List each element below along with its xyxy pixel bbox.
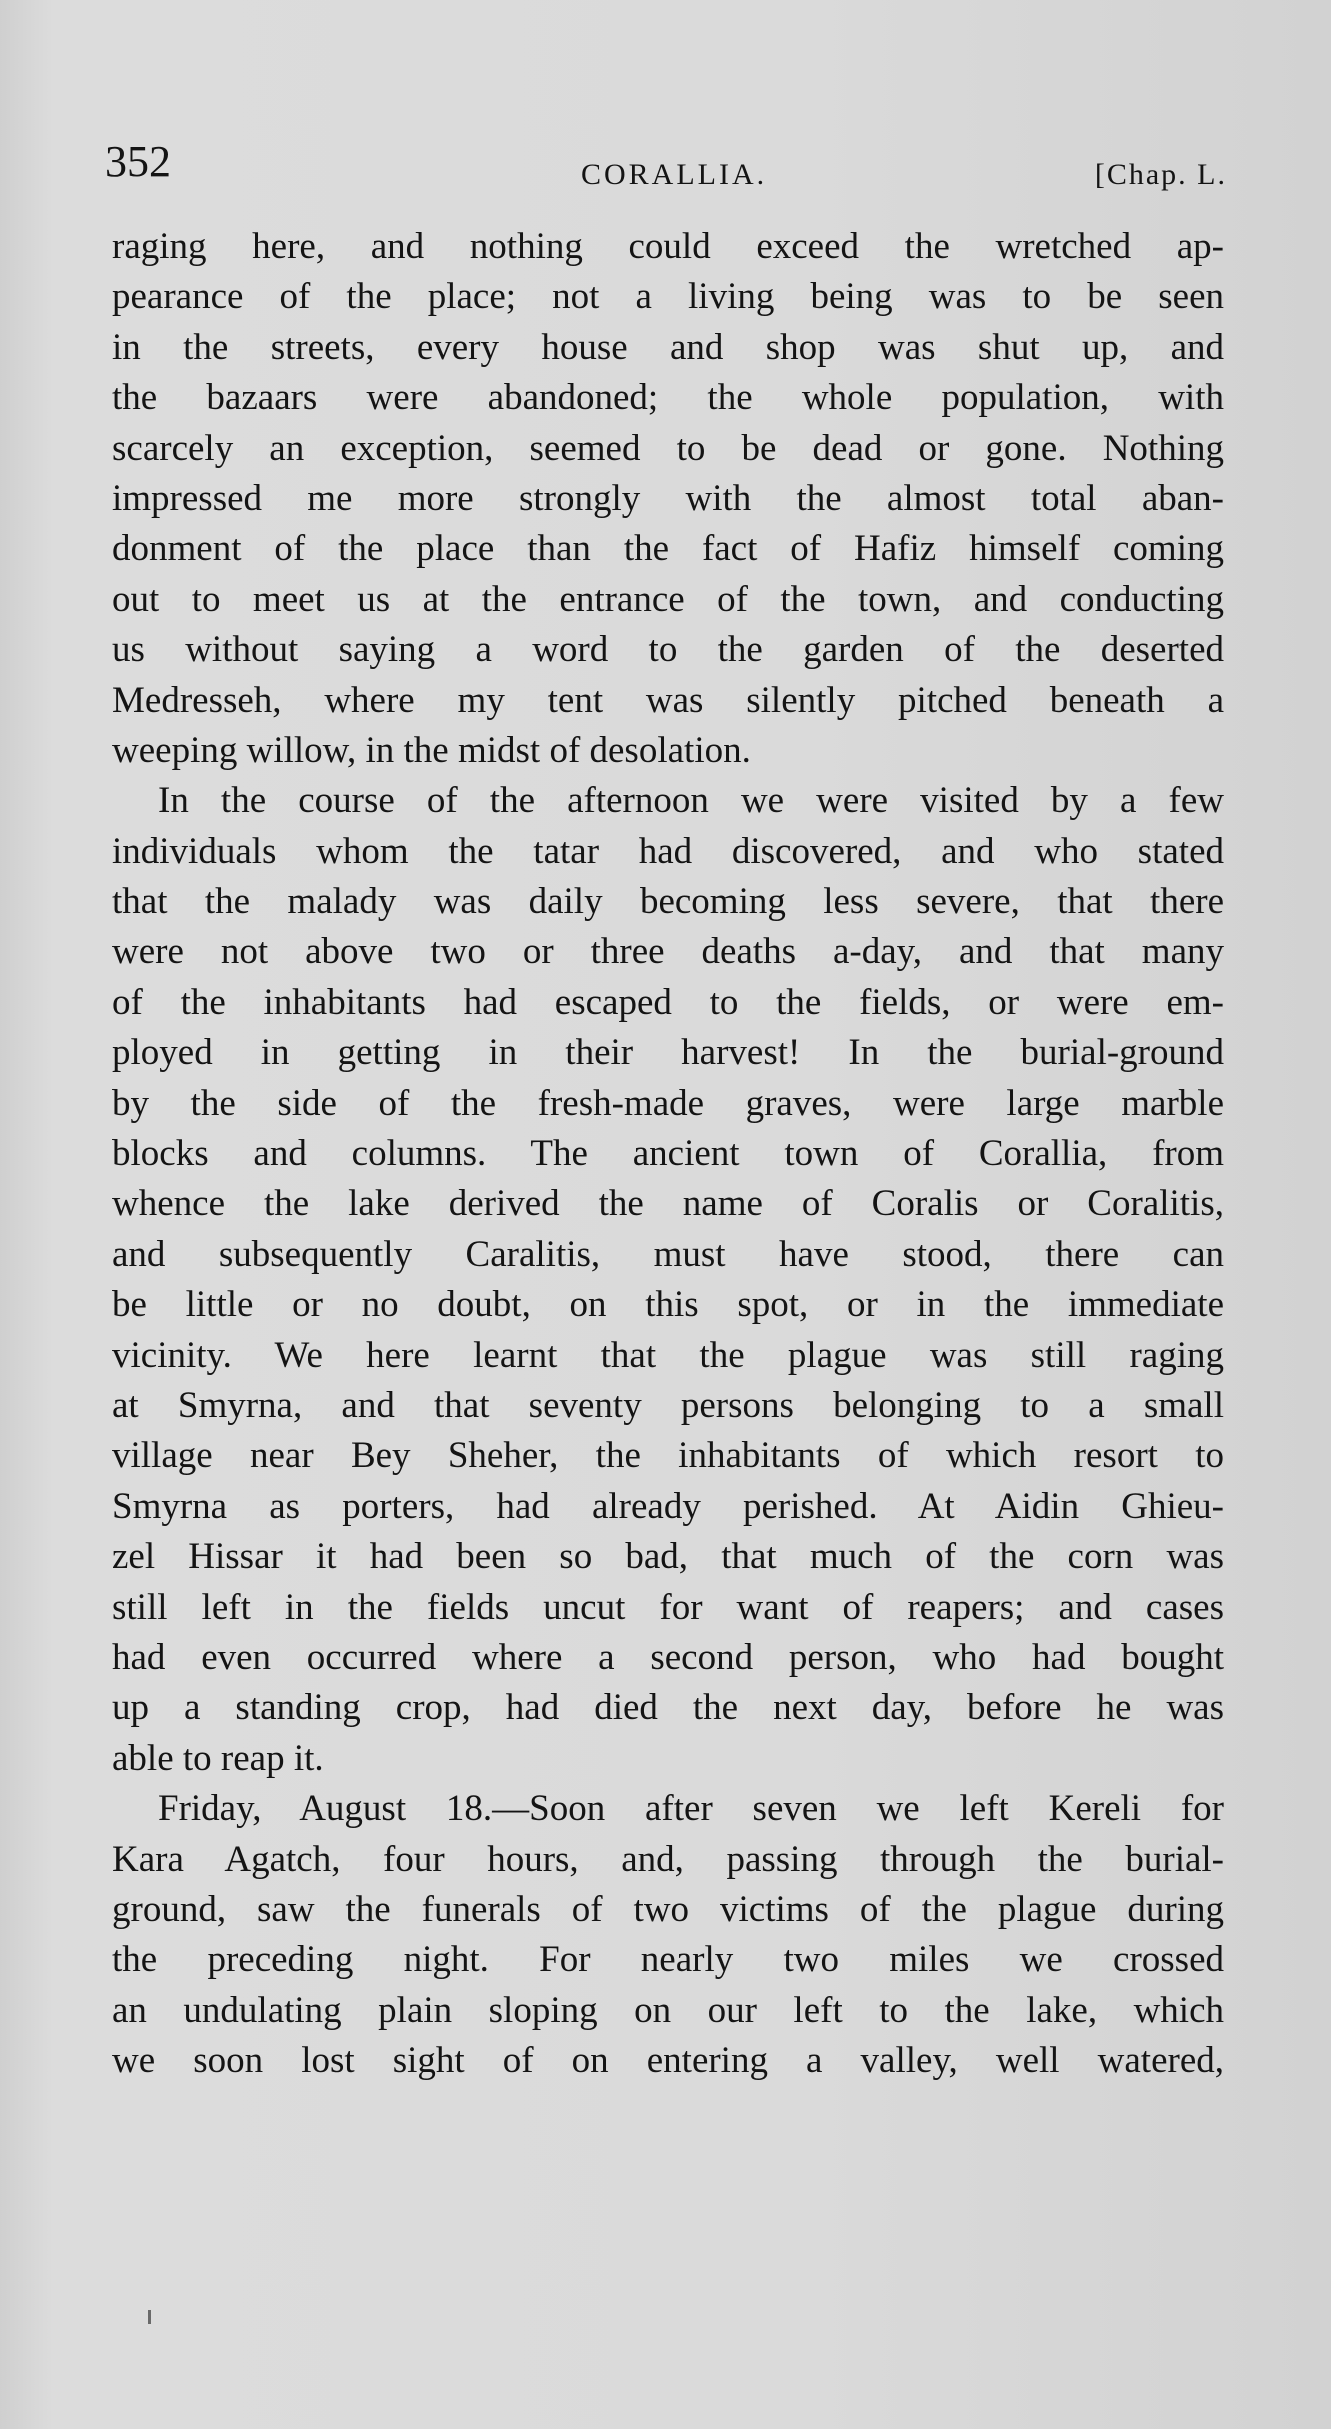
text-line: by the side of the fresh-made graves, were large marble (112, 1082, 1224, 1124)
text-line: village near Bey Sheher, the inhabitants of which resort to (112, 1435, 1224, 1477)
text-line: the preceding night. For nearly two miles we crossed (112, 1939, 1224, 1981)
text-line: up a standing crop, had died the next day, before he was (112, 1687, 1224, 1729)
text-line: Kara Agatch, four hours, and, passing through the burial- (112, 1838, 1224, 1880)
text-line: were not above two or three deaths a-day, and that many (112, 931, 1224, 973)
chapter-reference: [Chap. L. (1094, 158, 1227, 191)
text-line: out to meet us at the entrance of the town, and conducting (112, 578, 1224, 620)
text-line: that the malady was daily becoming less severe, that there (112, 881, 1224, 923)
text-line: in the streets, every house and shop was shut up, and (112, 326, 1224, 368)
text-line: of the inhabitants had escaped to the fields, or were em- (112, 981, 1224, 1023)
text-line: Medresseh, where my tent was silently pitched beneath a (112, 679, 1224, 721)
text-line: ployed in getting in their harvest! In the burial-ground (112, 1032, 1224, 1074)
text-line: an undulating plain sloping on our left to the lake, which (112, 1989, 1224, 2031)
text-line: at Smyrna, and that seventy persons belonging to a small (112, 1384, 1224, 1426)
text-line: individuals whom the tatar had discovered, and who stated (112, 830, 1224, 872)
text-line: donment of the place than the fact of Hafiz himself coming (112, 528, 1224, 570)
text-line: vicinity. We here learnt that the plague was still raging (112, 1334, 1224, 1376)
text-line: us without saying a word to the garden of the deserted (112, 629, 1224, 671)
text-line: Friday, August 18.—Soon after seven we left Kereli for (158, 1788, 1224, 1830)
text-line: weeping willow, in the midst of desolation. (112, 729, 751, 771)
text-line: ground, saw the funerals of two victims of the plague during (112, 1888, 1224, 1930)
text-line: In the course of the afternoon we were visited by a few (158, 780, 1224, 822)
text-line: able to reap it. (112, 1737, 324, 1779)
text-line: had even occurred where a second person, who had bought (112, 1636, 1224, 1678)
text-line: we soon lost sight of on entering a valley, well watered, (112, 2040, 1224, 2082)
text-line: pearance of the place; not a living being was to be seen (112, 276, 1224, 318)
page-header (105, 136, 1227, 196)
text-line: impressed me more strongly with the almost total aban- (112, 477, 1224, 519)
text-line: the bazaars were abandoned; the whole population, with (112, 377, 1224, 419)
text-line: be little or no doubt, on this spot, or in the immediate (112, 1284, 1224, 1326)
text-line: and subsequently Caralitis, must have stood, there can (112, 1233, 1224, 1275)
text-line: zel Hissar it had been so bad, that much of the corn was (112, 1536, 1224, 1578)
text-line: blocks and columns. The ancient town of Corallia, from (112, 1133, 1224, 1175)
text-line: still left in the fields uncut for want of reapers; and cases (112, 1586, 1224, 1628)
running-head: CORALLIA. (581, 158, 768, 191)
page-number: 352 (105, 137, 171, 186)
text-line: whence the lake derived the name of Coralis or Coralitis, (112, 1183, 1224, 1225)
ink-mark (148, 2310, 151, 2324)
text-line: scarcely an exception, seemed to be dead or gone. Nothing (112, 427, 1224, 469)
text-line: Smyrna as porters, had already perished. At Aidin Ghieu- (112, 1485, 1224, 1527)
body-text (112, 222, 1224, 2086)
text-line: raging here, and nothing could exceed the wretched ap- (112, 226, 1224, 267)
